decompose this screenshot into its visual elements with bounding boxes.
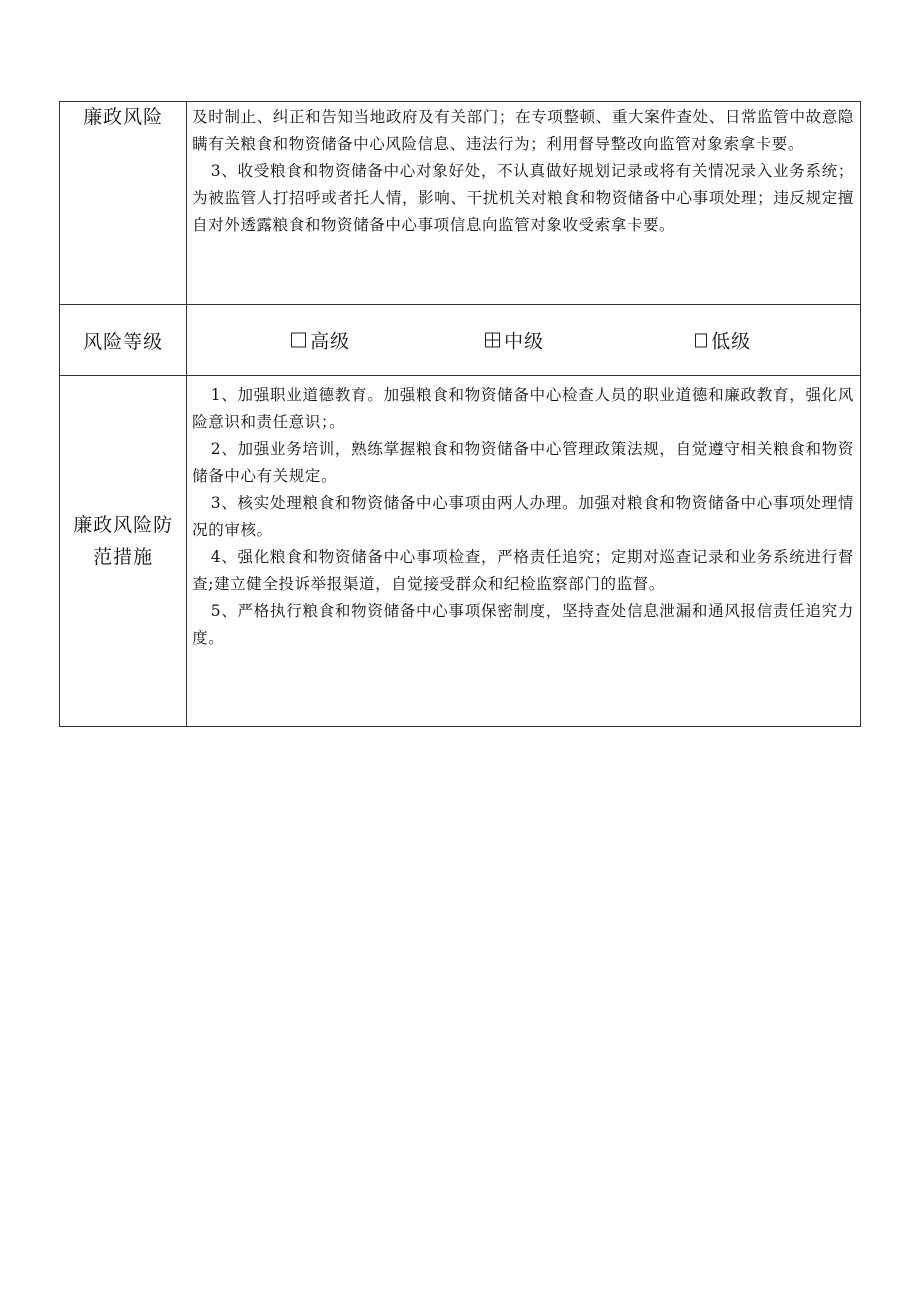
measure-paragraph-5: 5、严格执行粮食和物资储备中心事项保密制度，坚持查处信息泄漏和通风报信责任追究力度。	[192, 602, 854, 647]
level-options	[187, 305, 861, 376]
level-option-low-label: 低级	[711, 330, 752, 353]
level-option-low[interactable]	[695, 327, 751, 354]
risk-content	[187, 102, 861, 305]
measure-paragraph-4: 4、强化粮食和物资储备中心事项检查，严格责任追究；定期对巡查记录和业务系统进行督查;建立健全投诉举报渠道，自觉接受群众和纪检监察部门的监督。	[192, 548, 854, 593]
measures-row	[60, 376, 861, 727]
measures-label-text: 廉政风险防范措施	[73, 514, 174, 568]
level-option-mid[interactable]	[485, 327, 544, 354]
level-option-high[interactable]	[291, 327, 350, 354]
level-label: 风险等级	[60, 305, 187, 376]
risk-table	[59, 101, 861, 727]
measures-content	[187, 376, 861, 727]
checkbox-empty-icon	[695, 333, 707, 347]
level-option-high-label: 高级	[310, 330, 351, 353]
measure-paragraph-1: 1、加强职业道德教育。加强粮食和物资储备中心检查人员的职业道德和廉政教育，强化风险意识和责任意识；。	[192, 386, 854, 431]
risk-paragraph-1: 及时制止、纠正和告知当地政府及有关部门；在专项整顿、重大案件查处、日常监管中故意隐瞒有关粮食和物资储备中心风险信息、违法行为；利用督导整改向监管对象索拿卡要。	[192, 108, 854, 153]
measures-label	[60, 376, 187, 727]
level-option-mid-label: 中级	[504, 330, 545, 353]
measure-paragraph-3: 3、核实处理粮食和物资储备中心事项由两人办理。加强对粮食和物资储备中心事项处理情况的审核。	[192, 494, 854, 539]
risk-label: 廉政风险	[60, 102, 187, 305]
level-row	[60, 305, 861, 376]
measure-paragraph-2: 2、加强业务培训，熟练掌握粮食和物资储备中心管理政策法规，自觉遵守相关粮食和物资储备中心有关规定。	[192, 440, 854, 485]
checkbox-empty-icon	[291, 333, 306, 348]
checkbox-checked-icon	[485, 333, 500, 348]
risk-row	[60, 102, 861, 305]
risk-paragraph-2: 3、收受粮食和物资储备中心对象好处，不认真做好规划记录或将有关情况录入业务系统；为被监管人打招呼或者托人情，影响、干扰机关对粮食和物资储备中心事项处理；违反规定擅自对外透露粮食和物资储备中心事项信息向监管对象收受索拿卡要。	[192, 162, 854, 234]
